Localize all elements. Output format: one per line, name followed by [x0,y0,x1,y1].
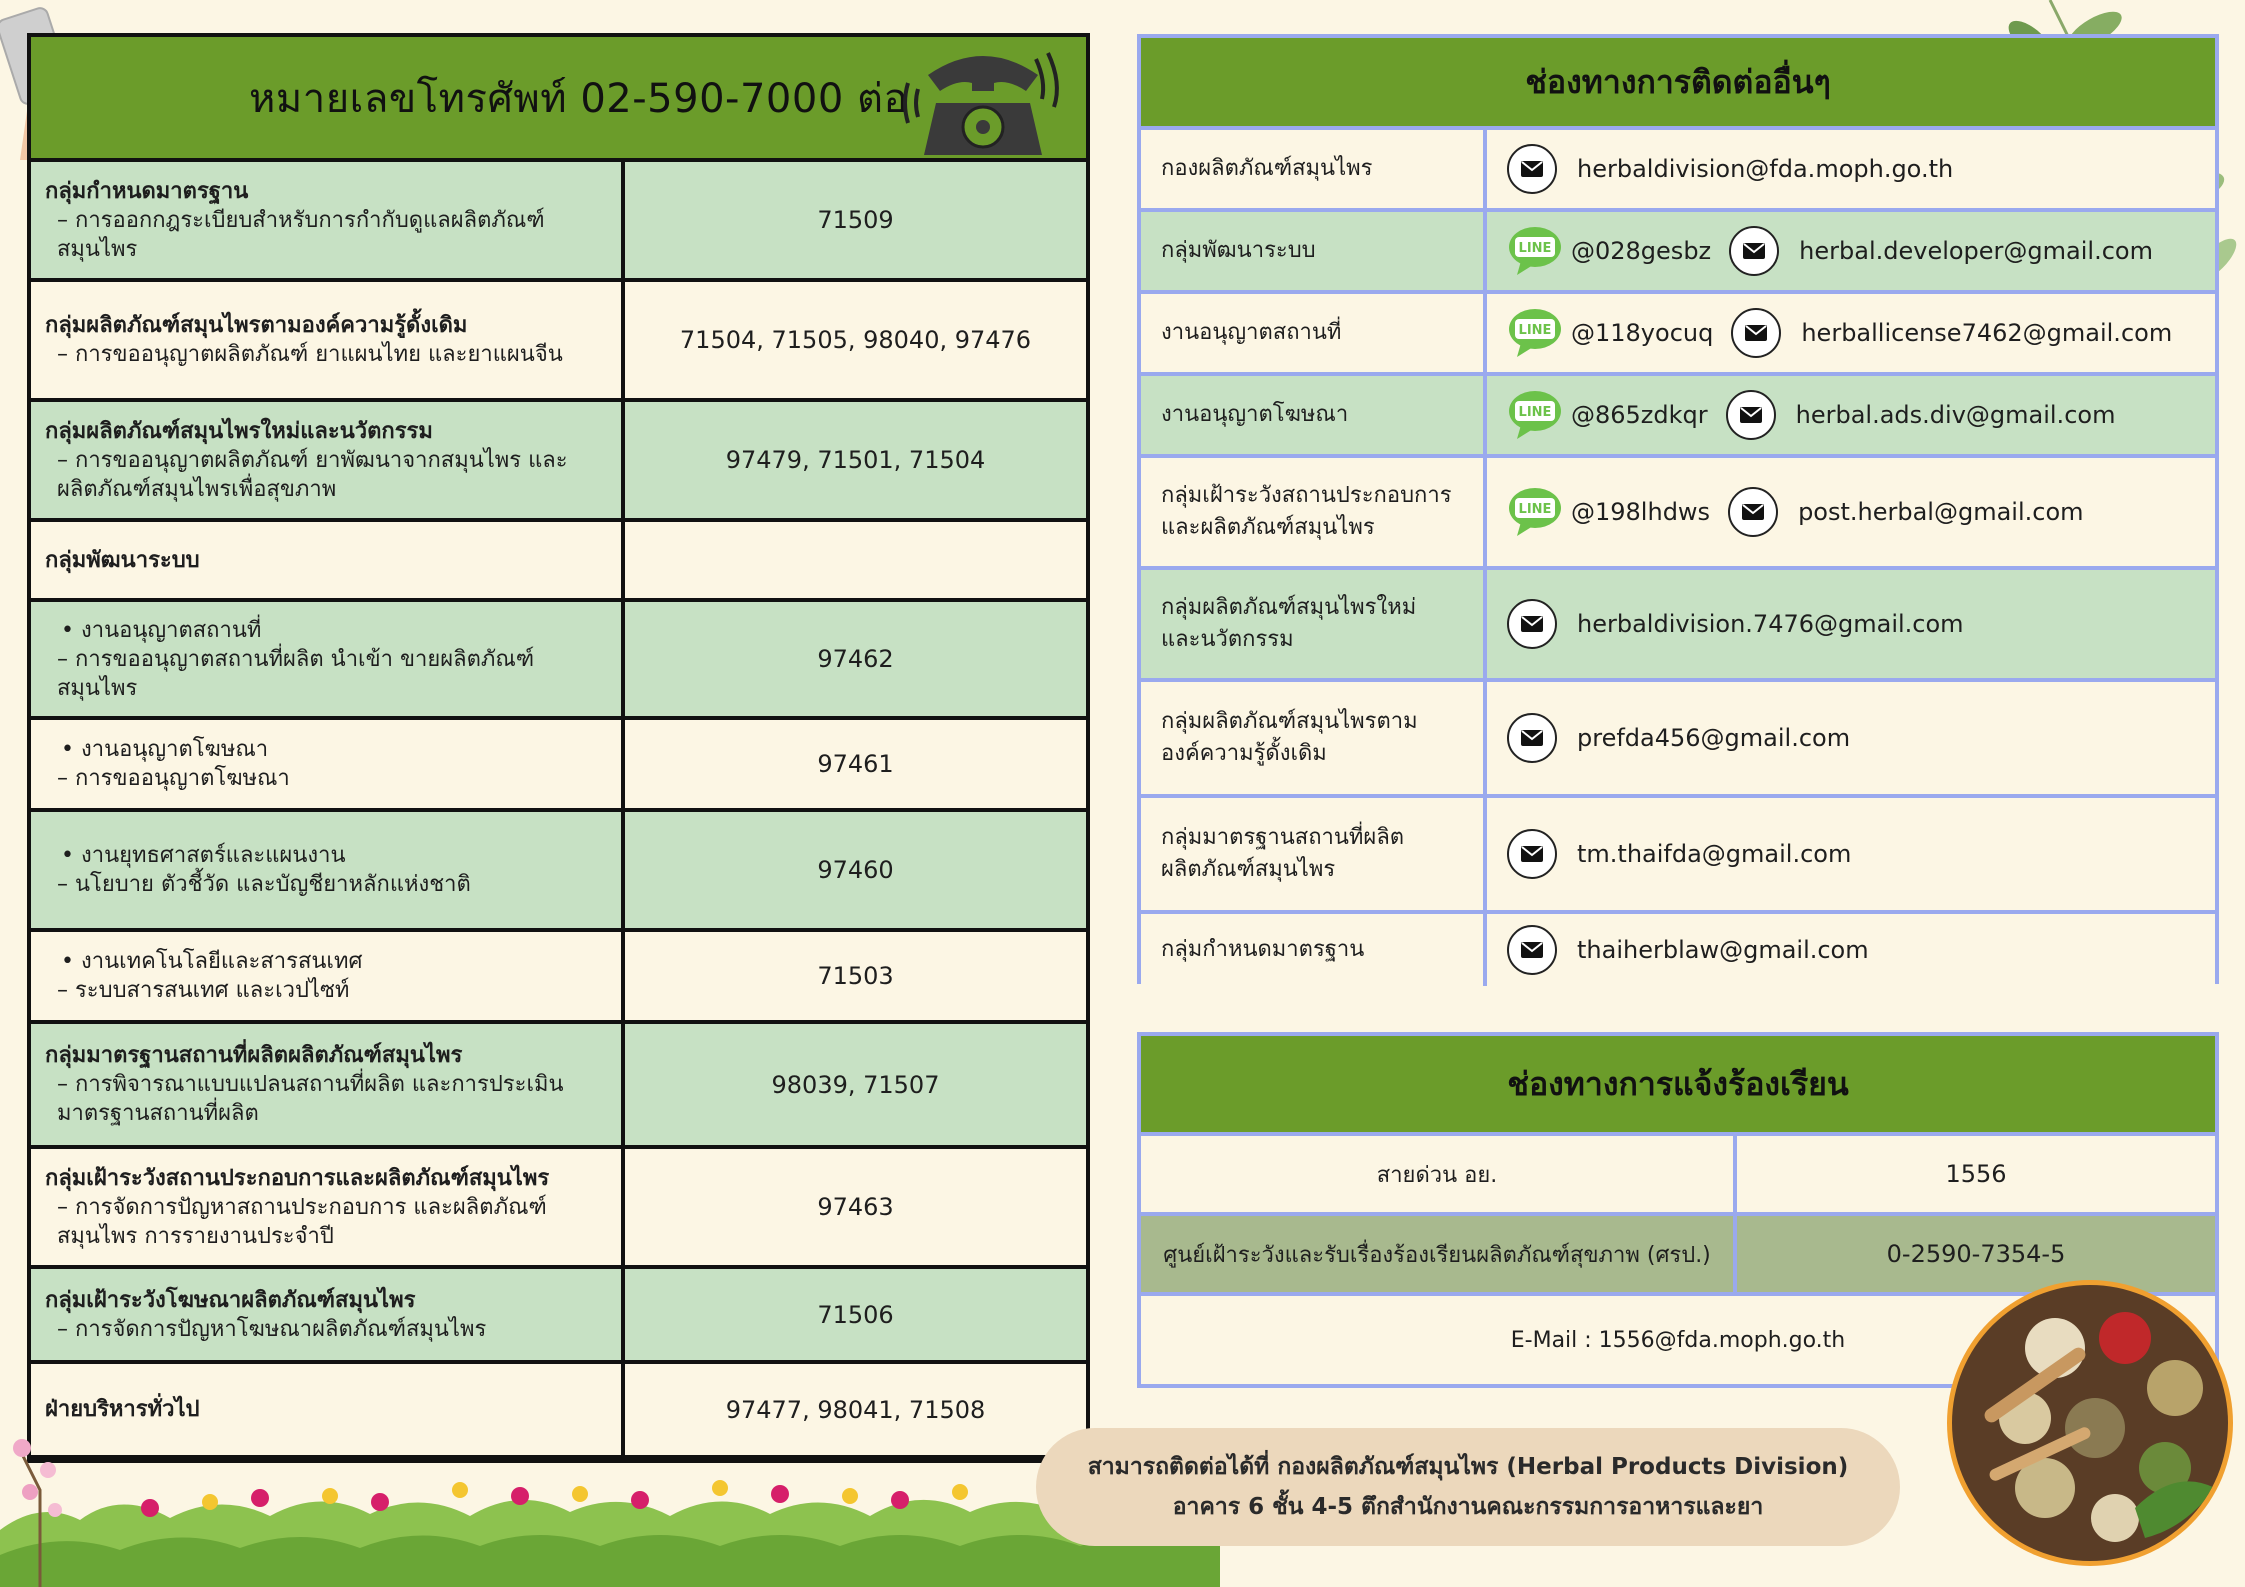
unit-name-line: องค์ความรู้ดั้งเดิม [1161,741,1327,766]
telephone-icon [898,43,1068,161]
line-icon-label: LINE [1518,323,1552,338]
contact-row [1141,376,2215,458]
extension-number[interactable]: 97479, 71501, 71504 [725,446,986,474]
extension-number[interactable]: 71506 [817,1300,894,1329]
mail-icon [1729,226,1779,276]
mail-icon [1507,925,1557,975]
duty-line: สมุนไพร การรายงานประจำปี [57,1223,334,1249]
email-address[interactable]: prefda456@gmail.com [1577,724,1851,752]
email-contact[interactable] [1507,599,1964,649]
email-address[interactable]: herbal.developer@gmail.com [1799,237,2153,265]
contact-channels [1487,682,2215,794]
line-id[interactable]: @865zdkqr [1571,401,1708,429]
phone-table-row [31,602,1086,720]
contact-channels-table [1141,130,2215,986]
spices-photo [1945,1278,2235,1568]
contact-channels [1487,212,2215,290]
contact-channels [1487,914,2215,986]
contact-channels [1487,570,2215,678]
extension-number[interactable]: 97460 [817,856,894,884]
group-title: กลุ่มเฝ้าระวังสถานประกอบการและผลิตภัณฑ์สมุนไพร [45,1165,550,1191]
line-icon [1507,389,1563,441]
email-contact[interactable] [1731,308,2172,358]
email-contact[interactable] [1726,390,2116,440]
mail-icon [1507,144,1557,194]
group-title: กลุ่มมาตรฐานสถานที่ผลิตผลิตภัณฑ์สมุนไพร [45,1043,463,1068]
unit-name-line: กองผลิตภัณฑ์สมุนไพร [1161,156,1373,181]
unit-name-line: กลุ่มผลิตภัณฑ์สมุนไพรตาม [1161,709,1418,734]
unit-name-line: ผลิตภัณฑ์สมุนไพร [1161,857,1336,882]
email-contact[interactable] [1728,487,2083,537]
email-address[interactable]: thaiherblaw@gmail.com [1577,936,1869,964]
unit-name-line: และผลิตภัณฑ์สมุนไพร [1161,515,1375,540]
phone-section-header [31,37,1086,162]
unit-name-line: กลุ่มผลิตภัณฑ์สมุนไพรใหม่ [1161,595,1417,620]
contact-row [1141,294,2215,376]
phone-row-description [31,720,625,808]
contact-unit-name [1141,682,1487,794]
unit-name-line: งานอนุญาตโฆษณา [1161,402,1349,427]
extension-number [625,522,1086,598]
group-title: ฝ่ายบริหารทั่วไป [45,1397,200,1422]
duty-line: – การขออนุญาตโฆษณา [57,766,290,791]
contact-unit-name [1141,798,1487,910]
line-contact[interactable] [1507,486,1710,538]
contact-row [1141,798,2215,914]
blossom-branch [0,1430,90,1587]
extension-number[interactable]: 97461 [817,750,894,778]
contact-channels-panel [1137,34,2219,984]
contact-unit-name [1141,570,1487,678]
line-icon-label: LINE [1518,502,1552,517]
phone-table-row [31,1149,1086,1269]
line-contact[interactable] [1507,389,1708,441]
extension-number[interactable]: 97462 [817,645,894,673]
phone-row-description [31,282,625,398]
group-title: กลุ่มผลิตภัณฑ์สมุนไพรใหม่และนวัตกรรม [45,418,433,444]
duty-line: – นโยบาย ตัวชี้วัด และบัญชียาหลักแห่งชาติ [57,872,471,897]
duty-line: – การขออนุญาตผลิตภัณฑ์ ยาแผนไทย และยาแผนจีน [57,342,563,367]
line-id[interactable]: @028gesbz [1571,237,1712,265]
line-icon-label: LINE [1518,241,1552,256]
contact-row [1141,212,2215,294]
phone-table-row [31,282,1086,402]
phone-row-description [31,402,625,518]
phone-row-description [31,522,625,598]
line-icon-label: LINE [1518,405,1552,420]
line-contact[interactable] [1507,307,1713,359]
email-address[interactable]: herbaldivision.7476@gmail.com [1577,610,1964,638]
duty-line: มาตรฐานสถานที่ผลิต [57,1101,259,1126]
phone-row-description [31,602,625,716]
contact-unit-name [1141,130,1487,208]
address-banner [1036,1428,1900,1546]
mail-icon [1507,599,1557,649]
phone-row-description [31,1269,625,1360]
unit-name-line: และนวัตกรรม [1161,627,1294,652]
unit-name-line: งานอนุญาตสถานที่ [1161,320,1342,345]
phone-section-title: หมายเลขโทรศัพท์ 02-590-7000 ต่อ [249,75,908,122]
duty-line: – ระบบสารสนเทศ และเวปไซท์ [57,978,350,1003]
extension-number[interactable]: 97463 [817,1193,894,1221]
phone-table-row [31,402,1086,522]
email-address[interactable]: tm.thaifda@gmail.com [1577,840,1852,868]
complaint-center-label: ศูนย์เฝ้าระวังและรับเรื่องร้องเรียนผลิตภัณฑ์สุขภาพ (ศรป.) [1141,1216,1737,1292]
extension-number[interactable]: 71504, 71505, 98040, 97476 [679,326,1032,354]
mail-icon [1726,390,1776,440]
email-address[interactable]: herbaldivision@fda.moph.go.th [1577,155,1954,183]
duty-line: – การจัดการปัญหาสถานประกอบการ และผลิตภัณฑ์ [57,1194,547,1220]
contact-unit-name [1141,914,1487,986]
contact-unit-name [1141,294,1487,372]
duty-line: – การจัดการปัญหาโฆษณาผลิตภัณฑ์สมุนไพร [57,1316,487,1342]
complaint-center-number[interactable]: 0-2590-7354-5 [1886,1240,2066,1268]
contact-row [1141,914,2215,986]
extension-number[interactable]: 98039, 71507 [771,1070,940,1099]
unit-title: • งานเทคโนโลยีและสารสนเทศ [61,949,363,974]
unit-name-line: กลุ่มกำหนดมาตรฐาน [1161,937,1365,962]
duty-line: – การพิจารณาแบบแปลนสถานที่ผลิต และการประเมิน [57,1072,564,1097]
complaint-email[interactable]: E-Mail : 1556@fda.moph.go.th [1510,1327,1846,1353]
line-icon [1507,225,1563,277]
phone-table-row [31,720,1086,812]
address-line-1: สามารถติดต่อได้ที่ กองผลิตภัณฑ์สมุนไพร (Herbal Products Division) [1087,1454,1849,1480]
group-title: กลุ่มเฝ้าระวังโฆษณาผลิตภัณฑ์สมุนไพร [45,1287,416,1313]
contact-unit-name [1141,376,1487,454]
unit-title: • งานยุทธศาสตร์และแผนงาน [61,843,346,868]
phone-table-row [31,1269,1086,1364]
group-title: กลุ่มพัฒนาระบบ [45,547,200,573]
email-address[interactable]: post.herbal@gmail.com [1798,498,2084,526]
phone-table-row [31,1364,1086,1459]
contact-unit-name [1141,212,1487,290]
group-title: กลุ่มกำหนดมาตรฐาน [45,178,249,204]
complaint-section-title: ช่องทางการแจ้งร้องเรียน [1141,1036,2215,1136]
phone-row-description [31,812,625,928]
phone-row-description [31,1149,625,1265]
phone-row-description [31,162,625,278]
email-address[interactable]: herballicense7462@gmail.com [1801,319,2173,347]
unit-title: • งานอนุญาตสถานที่ [61,617,262,643]
line-contact[interactable] [1507,225,1711,277]
duty-line: – การขออนุญาตสถานที่ผลิต นำเข้า ขายผลิตภัณฑ์สมุนไพร [57,646,535,701]
mail-icon [1507,713,1557,763]
contact-channels [1487,130,2215,208]
hotline-row [1141,1136,2215,1216]
contact-row [1141,130,2215,212]
contact-channels [1487,798,2215,910]
duty-line: – การออกกฎระเบียบสำหรับการกำกับดูแลผลิตภัณฑ์สมุนไพร [57,207,545,262]
email-address[interactable]: herbal.ads.div@gmail.com [1795,401,2116,429]
duty-line: ผลิตภัณฑ์สมุนไพรเพื่อสุขภาพ [57,476,337,502]
email-contact[interactable] [1507,829,1851,879]
extension-number[interactable]: 97477, 98041, 71508 [725,1395,986,1424]
mail-icon [1731,308,1781,358]
extension-number[interactable]: 71509 [817,206,894,234]
hotline-number[interactable]: 1556 [1945,1160,2007,1188]
phone-table-row [31,812,1086,932]
line-id[interactable]: @118yocuq [1571,319,1714,347]
line-icon [1507,307,1563,359]
line-id[interactable]: @198lhdws [1571,498,1711,526]
mail-icon [1728,487,1778,537]
contact-row [1141,570,2215,682]
contact-section-title: ช่องทางการติดต่ออื่นๆ [1141,38,2215,130]
contact-unit-name [1141,458,1487,566]
contact-channels [1487,376,2215,454]
phone-table-row [31,522,1086,602]
duty-line: – การขออนุญาตผลิตภัณฑ์ ยาพัฒนาจากสมุนไพร และ [57,447,568,473]
email-contact[interactable] [1507,925,1869,975]
unit-name-line: กลุ่มเฝ้าระวังสถานประกอบการ [1161,483,1452,508]
mail-icon [1507,829,1557,879]
hotline-label: สายด่วน อย. [1141,1136,1737,1212]
unit-name-line: กลุ่มมาตรฐานสถานที่ผลิต [1161,825,1405,850]
phone-extensions-panel [27,33,1090,1463]
phone-table-row [31,1024,1086,1149]
group-title: กลุ่มผลิตภัณฑ์สมุนไพรตามองค์ความรู้ดั้งเดิม [45,313,468,338]
line-icon [1507,486,1563,538]
phone-extension-table [31,162,1086,1459]
phone-table-row [31,162,1086,282]
unit-name-line: กลุ่มพัฒนาระบบ [1161,238,1316,263]
contact-channels [1487,458,2215,566]
email-contact[interactable] [1507,713,1850,763]
email-contact[interactable] [1729,226,2153,276]
unit-title: • งานอนุญาตโฆษณา [61,737,269,762]
phone-table-row [31,932,1086,1024]
phone-row-description [31,1364,625,1455]
phone-row-description [31,1024,625,1145]
email-contact[interactable] [1507,144,1953,194]
contact-row [1141,682,2215,798]
extension-number[interactable]: 71503 [817,962,894,990]
contact-channels [1487,294,2215,372]
contact-row [1141,458,2215,570]
phone-row-description [31,932,625,1020]
address-line-2: อาคาร 6 ชั้น 4-5 ตึกสำนักงานคณะกรรมการอาหารและยา [1172,1494,1764,1520]
